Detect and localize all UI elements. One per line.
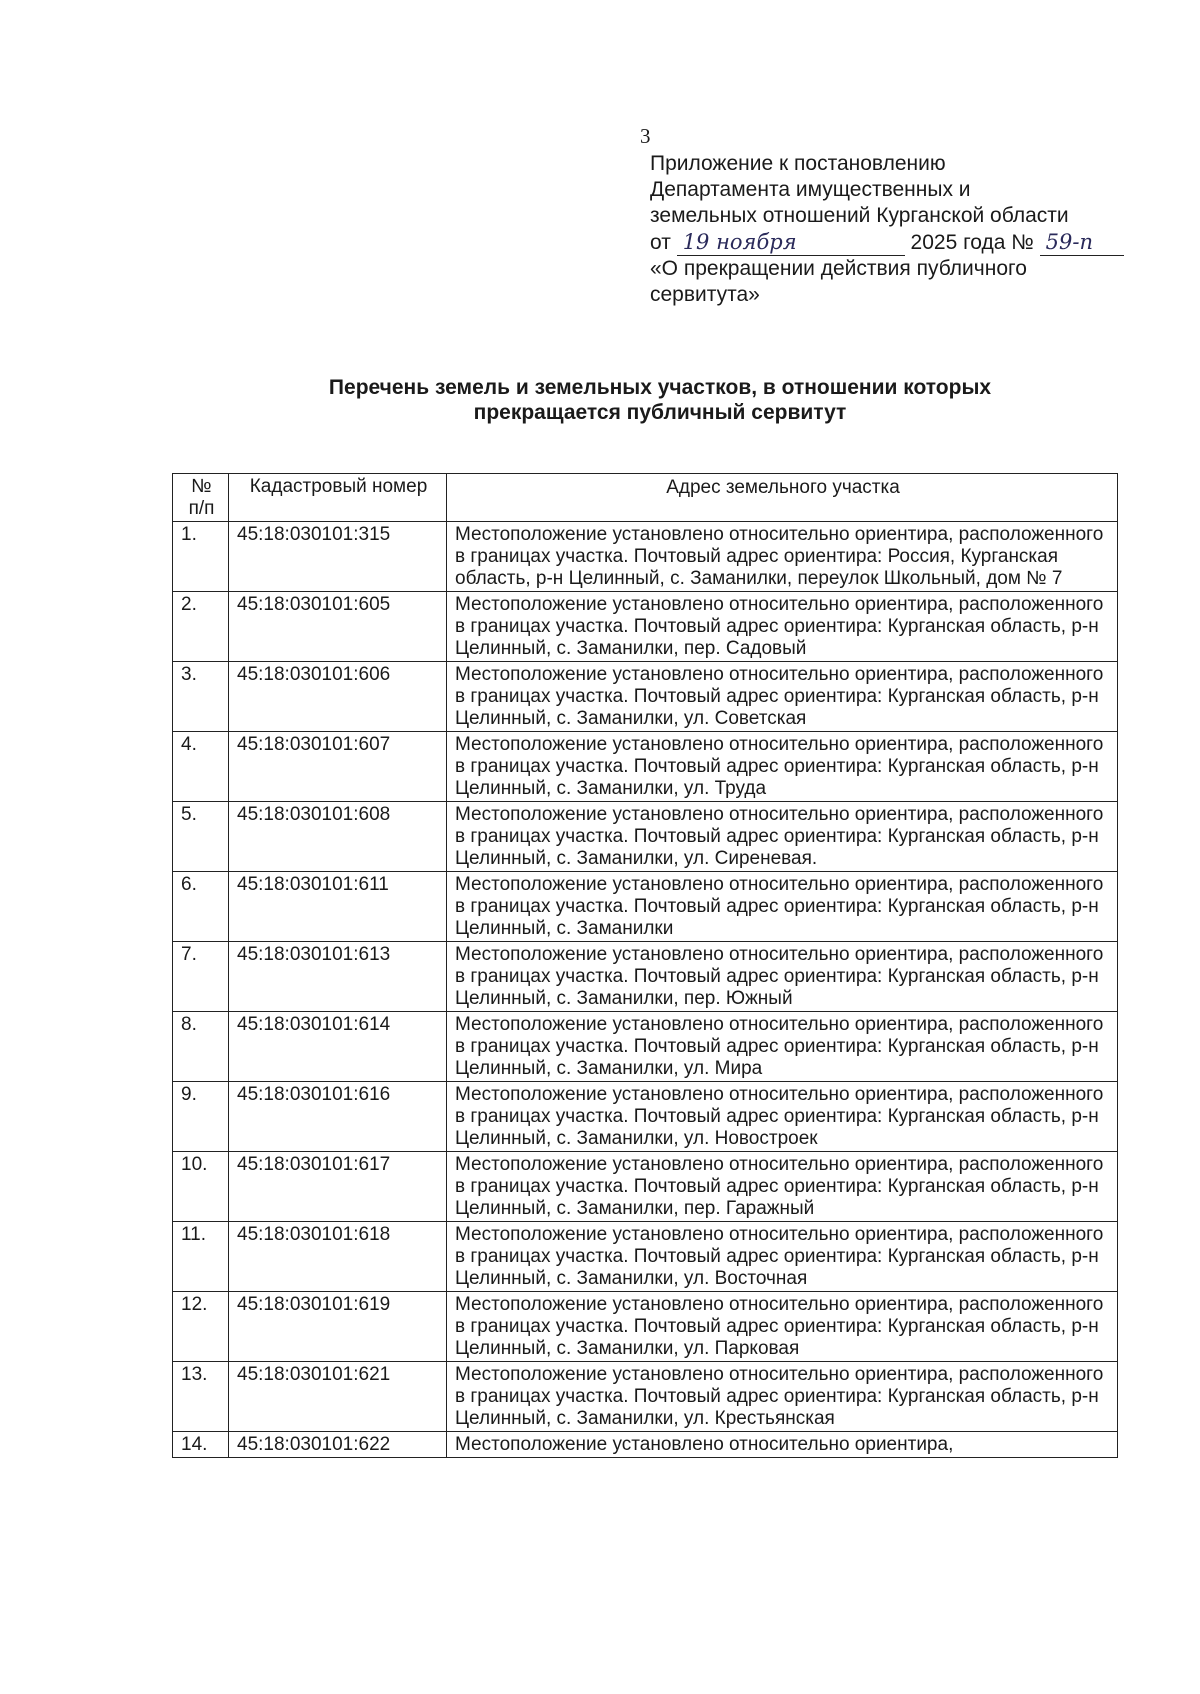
table-row xyxy=(173,942,1118,1012)
row-number: 4. xyxy=(173,732,229,802)
table-row xyxy=(173,802,1118,872)
table-row xyxy=(173,1012,1118,1082)
address-cell: Местоположение установлено относительно ориентира, расположенного в границах участка. Почтовый адрес ориентира: Курганская область, р-н Целинный, с. Заманилки, пер. Южный xyxy=(447,942,1118,1012)
table-row xyxy=(173,1362,1118,1432)
row-number: 13. xyxy=(173,1362,229,1432)
address-cell: Местоположение установлено относительно ориентира, xyxy=(447,1432,1118,1458)
title-line: прекращается публичный сервитут xyxy=(473,401,847,424)
address-cell: Местоположение установлено относительно ориентира, расположенного в границах участка. Почтовый адрес ориентира: Курганская область, р-н Целинный, с. Заманилки, ул. Парковая xyxy=(447,1292,1118,1362)
appendix-header xyxy=(650,151,1150,308)
appendix-line: Департамента имущественных и xyxy=(650,178,971,201)
cadastral-number: 45:18:030101:606 xyxy=(229,662,447,732)
row-number: 5. xyxy=(173,802,229,872)
table-row xyxy=(173,662,1118,732)
handwritten-number: 59-п xyxy=(1040,229,1124,256)
cadastral-number: 45:18:030101:614 xyxy=(229,1012,447,1082)
row-number: 9. xyxy=(173,1082,229,1152)
address-cell: Местоположение установлено относительно ориентира, расположенного в границах участка. Почтовый адрес ориентира: Курганская область, р-н Целинный, с. Заманилки, ул. Крестьянская xyxy=(447,1362,1118,1432)
table-row xyxy=(173,1432,1118,1458)
appendix-date-line xyxy=(650,229,1150,256)
table-row xyxy=(173,522,1118,592)
table-row xyxy=(173,1222,1118,1292)
address-cell: Местоположение установлено относительно ориентира, расположенного в границах участка. Почтовый адрес ориентира: Курганская область, р-н Целинный, с. Заманилки, пер. Гаражный xyxy=(447,1152,1118,1222)
table-row xyxy=(173,1152,1118,1222)
appendix-line: Приложение к постановлению xyxy=(650,152,946,175)
document-title xyxy=(200,375,1120,425)
land-plots-table xyxy=(172,473,1118,1458)
table-row xyxy=(173,732,1118,802)
row-number: 12. xyxy=(173,1292,229,1362)
row-number: 10. xyxy=(173,1152,229,1222)
cadastral-number: 45:18:030101:607 xyxy=(229,732,447,802)
row-number: 8. xyxy=(173,1012,229,1082)
table-row xyxy=(173,592,1118,662)
address-cell: Местоположение установлено относительно ориентира, расположенного в границах участка. Почтовый адрес ориентира: Курганская область, р-н Целинный, с. Заманилки, ул. Мира xyxy=(447,1012,1118,1082)
cadastral-number: 45:18:030101:613 xyxy=(229,942,447,1012)
address-cell: Местоположение установлено относительно ориентира, расположенного в границах участка. Почтовый адрес ориентира: Курганская область, р-н Целинный, с. Заманилки, ул. Советская xyxy=(447,662,1118,732)
header-num: № п/п xyxy=(173,474,229,522)
row-number: 6. xyxy=(173,872,229,942)
cadastral-number: 45:18:030101:315 xyxy=(229,522,447,592)
page-number: 3 xyxy=(640,124,651,148)
row-number: 1. xyxy=(173,522,229,592)
row-number: 14. xyxy=(173,1432,229,1458)
address-cell: Местоположение установлено относительно ориентира, расположенного в границах участка. Почтовый адрес ориентира: Курганская область, р-н Целинный, с. Заманилки, ул. Новостроек xyxy=(447,1082,1118,1152)
address-cell: Местоположение установлено относительно ориентира, расположенного в границах участка. Почтовый адрес ориентира: Россия, Курганская область, р-н Целинный, с. Заманилки, переулок Школьный, дом № 7 xyxy=(447,522,1118,592)
row-number: 7. xyxy=(173,942,229,1012)
address-cell: Местоположение установлено относительно ориентира, расположенного в границах участка. Почтовый адрес ориентира: Курганская область, р-н Целинный, с. Заманилки, ул. Восточная xyxy=(447,1222,1118,1292)
cadastral-number: 45:18:030101:617 xyxy=(229,1152,447,1222)
appendix-line: земельных отношений Курганской области xyxy=(650,204,1069,227)
cadastral-number: 45:18:030101:616 xyxy=(229,1082,447,1152)
cadastral-number: 45:18:030101:621 xyxy=(229,1362,447,1432)
appendix-line: «О прекращении действия публичного xyxy=(650,257,1027,280)
address-cell: Местоположение установлено относительно ориентира, расположенного в границах участка. Почтовый адрес ориентира: Курганская область, р-н Целинный, с. Заманилки xyxy=(447,872,1118,942)
title-line: Перечень земель и земельных участков, в отношении которых xyxy=(328,376,992,399)
date-prefix: от xyxy=(650,231,671,254)
cadastral-number: 45:18:030101:622 xyxy=(229,1432,447,1458)
handwritten-date: 19 ноября xyxy=(677,229,905,256)
table-row xyxy=(173,1292,1118,1362)
table-row xyxy=(173,1082,1118,1152)
address-cell: Местоположение установлено относительно ориентира, расположенного в границах участка. Почтовый адрес ориентира: Курганская область, р-н Целинный, с. Заманилки, ул. Сиреневая. xyxy=(447,802,1118,872)
cadastral-number: 45:18:030101:619 xyxy=(229,1292,447,1362)
appendix-line: сервитута» xyxy=(650,283,760,306)
address-cell: Местоположение установлено относительно ориентира, расположенного в границах участка. Почтовый адрес ориентира: Курганская область, р-н Целинный, с. Заманилки, пер. Садовый xyxy=(447,592,1118,662)
cadastral-number: 45:18:030101:608 xyxy=(229,802,447,872)
year-text: 2025 года № xyxy=(910,231,1034,254)
row-number: 11. xyxy=(173,1222,229,1292)
header-address: Адрес земельного участка xyxy=(447,474,1118,522)
table-header-row xyxy=(173,474,1118,522)
header-cadastral: Кадастровый номер xyxy=(229,474,447,522)
row-number: 2. xyxy=(173,592,229,662)
cadastral-number: 45:18:030101:605 xyxy=(229,592,447,662)
table-body xyxy=(173,522,1118,1458)
cadastral-number: 45:18:030101:618 xyxy=(229,1222,447,1292)
table-row xyxy=(173,872,1118,942)
cadastral-number: 45:18:030101:611 xyxy=(229,872,447,942)
address-cell: Местоположение установлено относительно ориентира, расположенного в границах участка. Почтовый адрес ориентира: Курганская область, р-н Целинный, с. Заманилки, ул. Труда xyxy=(447,732,1118,802)
row-number: 3. xyxy=(173,662,229,732)
